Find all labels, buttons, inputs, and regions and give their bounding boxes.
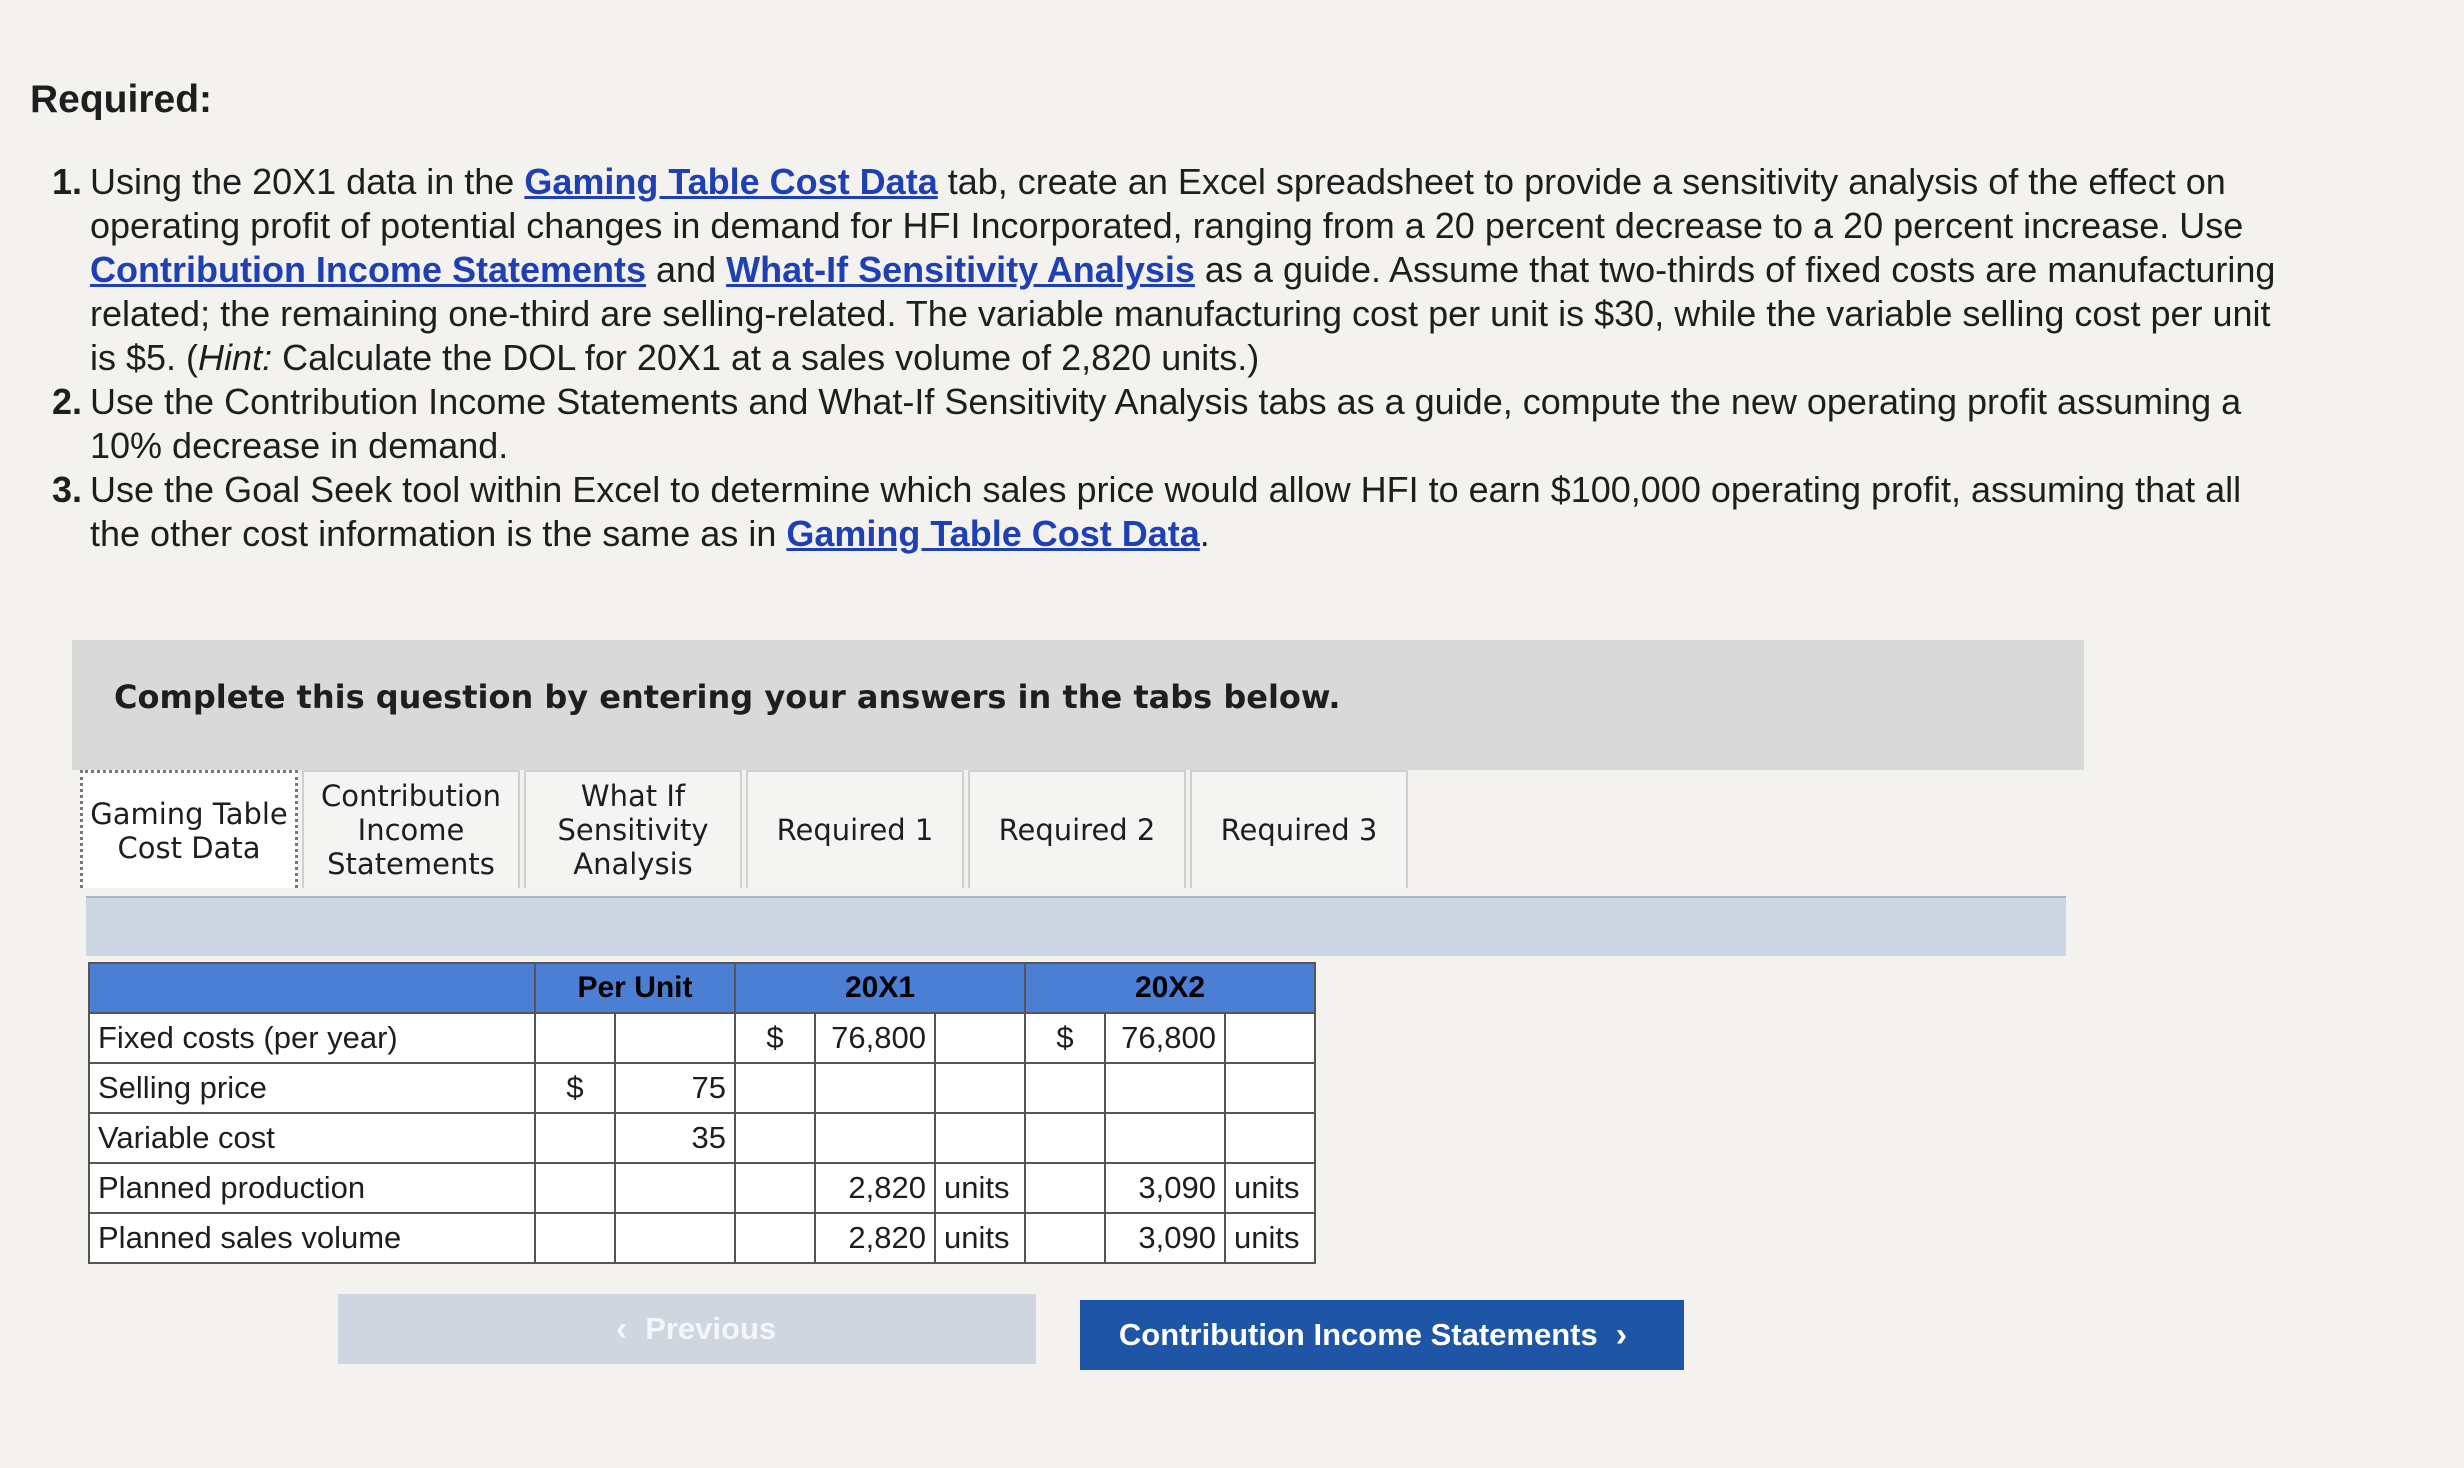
- table-header-row: [89, 963, 1315, 1013]
- instruction-panel: [72, 640, 2084, 770]
- cell-unit: [935, 1013, 1025, 1063]
- tab-contribution-income-statements[interactable]: Contribution Income Statements: [302, 770, 520, 888]
- hint-label: Hint:: [198, 337, 273, 378]
- previous-button: [338, 1294, 1036, 1364]
- cell-unit: units: [1225, 1163, 1315, 1213]
- tab-content-bar: [86, 896, 2066, 956]
- requirement-1: [52, 160, 2292, 380]
- requirement-text: [90, 468, 2292, 556]
- cell-dollar: $: [535, 1063, 615, 1113]
- table-row: [89, 1163, 1315, 1213]
- row-label: Variable cost: [89, 1113, 535, 1163]
- cell-20x2: [1105, 1063, 1225, 1113]
- row-label: Planned production: [89, 1163, 535, 1213]
- cell-20x1: [815, 1063, 935, 1113]
- row-label: Planned sales volume: [89, 1213, 535, 1263]
- previous-label: Previous: [645, 1311, 777, 1346]
- cell-20x1: 2,820: [815, 1213, 935, 1263]
- cell-per-unit: [615, 1013, 735, 1063]
- table-row: [89, 1213, 1315, 1263]
- cell-per-unit: [615, 1163, 735, 1213]
- requirement-text: Use the Contribution Income Statements and What-If Sensitivity Analysis tabs as a guide, compute the new operating profit assuming a 10% decrease in demand.: [90, 381, 2242, 466]
- requirement-number: 2.: [52, 381, 83, 422]
- cell-dollar: [735, 1063, 815, 1113]
- chevron-left-icon: ‹: [615, 1309, 628, 1348]
- header-blank: [89, 963, 535, 1013]
- gaming-table-cost-data-link[interactable]: Gaming Table Cost Data: [524, 161, 938, 202]
- cell-dollar: [735, 1163, 815, 1213]
- chevron-right-icon: ›: [1615, 1315, 1628, 1354]
- table-row: [89, 1013, 1315, 1063]
- cell-20x2: 3,090: [1105, 1163, 1225, 1213]
- cell-dollar: [535, 1163, 615, 1213]
- cell-unit: [1225, 1013, 1315, 1063]
- gaming-table-cost-data-table: [88, 962, 1316, 1264]
- cell-dollar: [1025, 1113, 1105, 1163]
- requirement-2: [52, 380, 2292, 468]
- required-heading: Required:: [30, 78, 213, 121]
- cell-dollar: [1025, 1213, 1105, 1263]
- cell-dollar: [535, 1113, 615, 1163]
- cell-unit: [1225, 1063, 1315, 1113]
- req1-text-e: Calculate the DOL for 20X1 at a sales volume of 2,820 units.): [272, 337, 1260, 378]
- table-row: [89, 1063, 1315, 1113]
- tab-gaming-table-cost-data[interactable]: Gaming Table Cost Data: [80, 770, 298, 888]
- tab-required-1[interactable]: Required 1: [746, 770, 964, 888]
- cell-unit: [1225, 1113, 1315, 1163]
- cell-unit: [935, 1063, 1025, 1113]
- header-20x1: 20X1: [735, 963, 1025, 1013]
- tab-strip: [80, 770, 1412, 892]
- cell-unit: units: [935, 1213, 1025, 1263]
- tab-what-if-sensitivity-analysis[interactable]: What If Sensitivity Analysis: [524, 770, 742, 888]
- gaming-table-cost-data-link[interactable]: Gaming Table Cost Data: [786, 513, 1200, 554]
- cell-dollar: [535, 1213, 615, 1263]
- panel-title: Complete this question by entering your answers in the tabs below.: [114, 678, 1341, 716]
- cell-per-unit: 35: [615, 1113, 735, 1163]
- requirement-3: [52, 468, 2292, 556]
- cell-dollar: [535, 1013, 615, 1063]
- next-label: Contribution Income Statements: [1118, 1317, 1598, 1352]
- header-20x2: 20X2: [1025, 963, 1315, 1013]
- tab-required-2[interactable]: Required 2: [968, 770, 1186, 888]
- cell-20x1: [815, 1113, 935, 1163]
- req3-text-b: .: [1199, 513, 1210, 554]
- tab-required-3[interactable]: Required 3: [1190, 770, 1408, 888]
- req1-text-b: tab, create an Excel spreadsheet to provide a sensitivity analysis of the effect on operating profit of potential changes in demand for HFI Incorporated, ranging from a 20 percent decrease to a 20 percent increase. Use: [90, 161, 2244, 246]
- cell-unit: units: [1225, 1213, 1315, 1263]
- cell-20x1: 76,800: [815, 1013, 935, 1063]
- cell-dollar: [735, 1213, 815, 1263]
- req3-text-a: Use the Goal Seek tool within Excel to determine which sales price would allow HFI to earn $100,000 operating profit, assuming that all the other cost information is the same as in: [90, 469, 2242, 554]
- cell-dollar: $: [735, 1013, 815, 1063]
- row-label: Fixed costs (per year): [89, 1013, 535, 1063]
- contribution-income-statements-link[interactable]: Contribution Income Statements: [90, 249, 647, 290]
- cell-dollar: [1025, 1063, 1105, 1113]
- what-if-sensitivity-link[interactable]: What-If Sensitivity Analysis: [726, 249, 1195, 290]
- requirements-list: [52, 160, 2292, 556]
- cell-20x2: 76,800: [1105, 1013, 1225, 1063]
- cell-20x2: [1105, 1113, 1225, 1163]
- cell-dollar: $: [1025, 1013, 1105, 1063]
- cell-dollar: [1025, 1163, 1105, 1213]
- cell-20x2: 3,090: [1105, 1213, 1225, 1263]
- row-label: Selling price: [89, 1063, 535, 1113]
- next-button[interactable]: [1080, 1300, 1684, 1370]
- requirement-number: 3.: [52, 469, 83, 510]
- requirement-number: 1.: [52, 161, 83, 202]
- cell-unit: [935, 1113, 1025, 1163]
- cell-dollar: [735, 1113, 815, 1163]
- header-per-unit: Per Unit: [535, 963, 735, 1013]
- req1-text-c: and: [646, 249, 727, 290]
- cell-unit: units: [935, 1163, 1025, 1213]
- cell-per-unit: [615, 1213, 735, 1263]
- req1-text-a: Using the 20X1 data in the: [90, 161, 525, 202]
- req1-text-d: as a guide. Assume that two-thirds of fixed costs are manufacturing related; the remaining one-third are selling-related. The variable manufacturing cost per unit is $30, while the variable selling cost per unit is $5. (: [90, 249, 2276, 378]
- cell-per-unit: 75: [615, 1063, 735, 1113]
- table-row: [89, 1113, 1315, 1163]
- requirement-text: [90, 160, 2292, 380]
- cell-20x1: 2,820: [815, 1163, 935, 1213]
